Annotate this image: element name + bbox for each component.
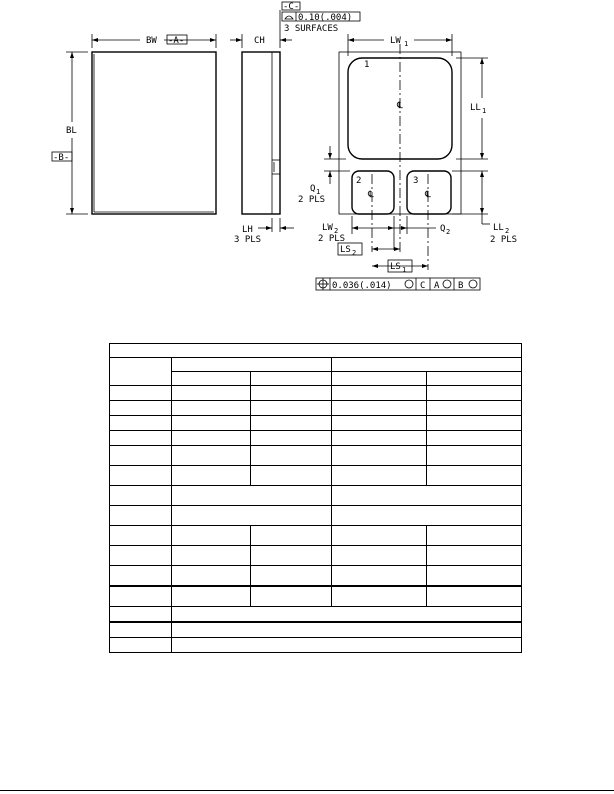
table-row [110, 466, 522, 486]
ll2-subscript: 2 [505, 227, 510, 235]
table-title-row [110, 344, 522, 358]
q1-label: Q [310, 184, 316, 194]
ll1-label: LL [470, 103, 481, 113]
datum-a-label: -A- [168, 36, 185, 46]
pad3-number: 3 [413, 176, 419, 186]
ls2-label: LS [340, 245, 351, 255]
front-view [52, 34, 216, 214]
centerline-symbol-pad3: ℄ [425, 190, 431, 200]
package-outline-drawing [0, 0, 614, 300]
q1-note: 2 PLS [298, 195, 326, 205]
pad1-number: 1 [364, 60, 370, 70]
lw1-label: LW [390, 36, 401, 46]
dimensions-table [109, 343, 522, 653]
table-row [110, 586, 522, 607]
table-row [110, 506, 522, 526]
q2-label: Q [440, 224, 446, 234]
table-row [110, 622, 522, 638]
bl-label: BL [66, 126, 77, 136]
lh-note: 3 PLS [234, 235, 262, 245]
datum-b-label: -B- [53, 153, 70, 163]
page-footer-rule [0, 790, 614, 791]
flatness-note: 3 SURFACES [284, 24, 339, 34]
ls2-subscript: 2 [352, 249, 357, 257]
table-row [110, 431, 522, 446]
lw2-subscript: 2 [334, 227, 339, 235]
datum-ref-c: C [420, 281, 426, 291]
datum-c-label: -C- [283, 2, 300, 12]
ls1-subscript: 1 [402, 266, 407, 274]
flatness-tolerance: 0.10(.004) [298, 13, 353, 23]
table-row [110, 546, 522, 566]
centerline-symbol-pad2: ℄ [368, 190, 374, 200]
table-row [110, 401, 522, 416]
bw-label: BW [146, 36, 157, 46]
lw2-note: 2 PLS [318, 234, 346, 244]
centerline-symbol-pad1: ℄ [397, 101, 403, 111]
lh-label: LH [242, 225, 253, 235]
side-view [230, 2, 360, 245]
table-row [110, 638, 522, 653]
ls1-label: LS [390, 262, 401, 272]
table-row [110, 416, 522, 431]
position-tolerance-frame [316, 278, 480, 291]
table-subheader-row [110, 372, 522, 386]
table-row [110, 566, 522, 587]
table-row [110, 607, 522, 623]
position-tolerance: 0.036(.014) [332, 281, 392, 291]
table-row [110, 446, 522, 466]
ll2-label: LL [493, 223, 504, 233]
pad2-number: 2 [356, 176, 362, 186]
table-header-row [110, 358, 522, 372]
table-row [110, 386, 522, 401]
bottom-view [298, 34, 517, 274]
q2-subscript: 2 [446, 228, 451, 236]
table-row [110, 526, 522, 546]
ll2-note: 2 PLS [490, 235, 518, 245]
ch-label: CH [254, 36, 265, 46]
table-row [110, 486, 522, 506]
lw2-label: LW [322, 223, 333, 233]
datum-ref-b: B [458, 281, 464, 291]
q1-subscript: 1 [316, 188, 321, 196]
lw1-subscript: 1 [404, 40, 409, 48]
datum-ref-a: A [434, 281, 440, 291]
ll1-subscript: 1 [482, 107, 487, 115]
